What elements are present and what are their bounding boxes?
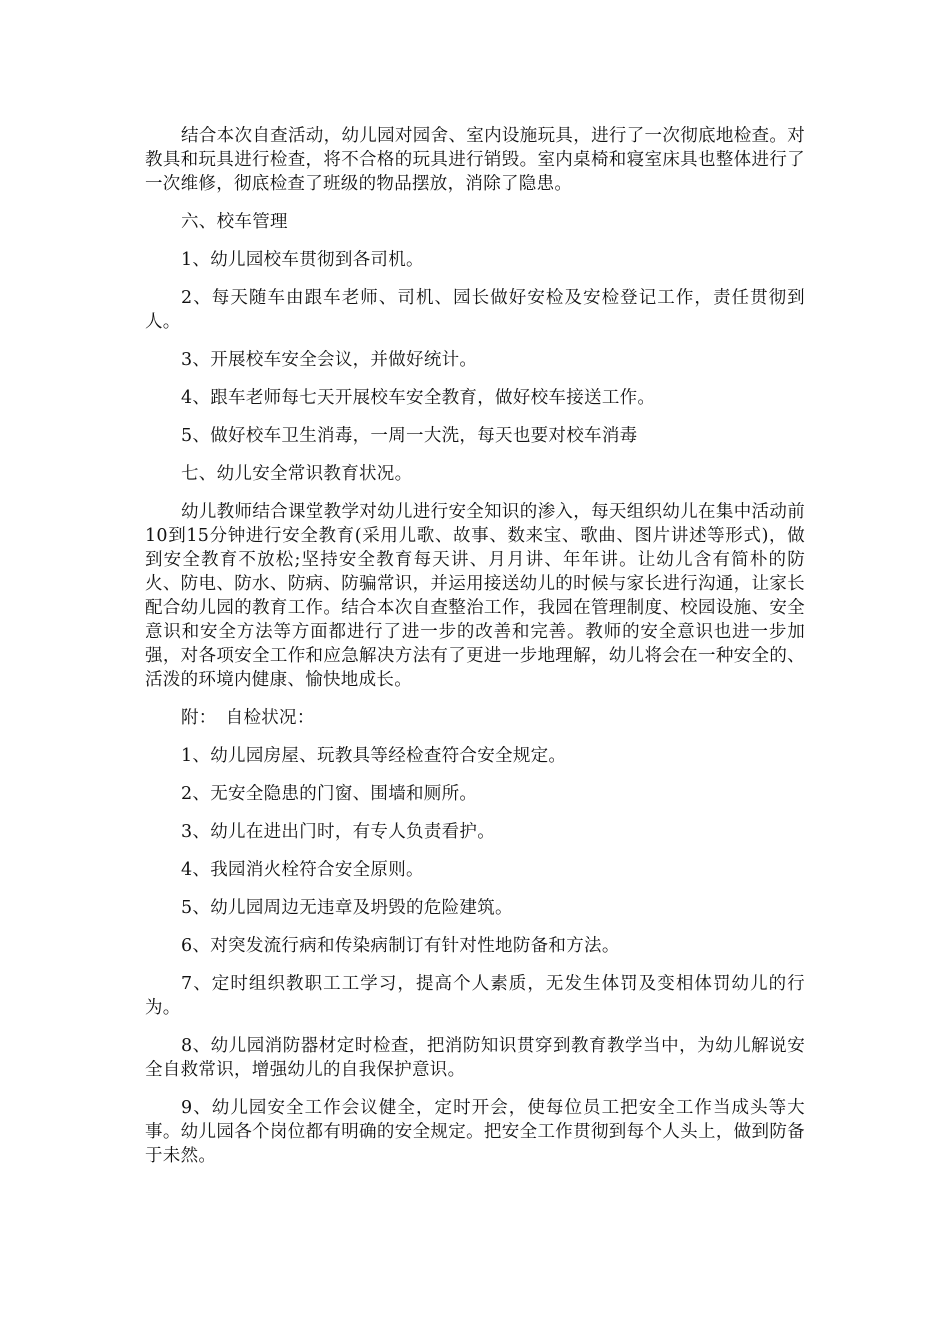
list-item: 5、做好校车卫生消毒，一周一大洗，每天也要对校车消毒	[181, 426, 638, 446]
list-item: 4、我园消火栓符合安全原则。	[181, 860, 424, 880]
section-heading-school-bus: 六、校车管理	[181, 212, 288, 232]
paragraph-safety-education: 幼儿教师结合课堂教学对幼儿进行安全知识的渗入，每天组织幼儿在集中活动前10到15分钟进行安全教育(采用儿歌、故事、数来宝、歌曲、图片讲述等形式)，做到安全教育不放松;坚持安全教育每天讲、月月讲、年年讲。让幼儿含有简朴的防火、防电、防水、防病、防骗常识，并运用接送幼儿的时候与家长进行沟通，让家长配合幼儿园的教育工作。结合本次自查整治工作，我园在管理制度、校园设施、安全意识和安全方法等方面都进行了进一步的改善和完善。教师的安全意识也进一步加强，对各项安全工作和应急解决方法有了更进一步地理解，幼儿将会在一种安全的、活泼的环境内健康、愉快地成长。	[145, 502, 805, 690]
list-item: 1、幼儿园房屋、玩教具等经检查符合安全规定。	[181, 746, 567, 766]
list-item: 1、幼儿园校车贯彻到各司机。	[181, 250, 424, 270]
list-item: 7、定时组织教职工工学习，提高个人素质，无发生体罚及变相体罚幼儿的行为。	[145, 974, 805, 1018]
list-item: 8、幼儿园消防器材定时检查，把消防知识贯穿到教育教学当中，为幼儿解说安全自救常识，增强幼儿的自我保护意识。	[145, 1036, 805, 1080]
list-item: 3、开展校车安全会议，并做好统计。	[181, 350, 478, 370]
paragraph-facility-check: 结合本次自查活动，幼儿园对园舍、室内设施玩具，进行了一次彻底地检查。对教具和玩具进行检查，将不合格的玩具进行销毁。室内桌椅和寝室床具也整体进行了一次维修，彻底检查了班级的物品摆放，消除了隐患。	[145, 126, 805, 194]
list-item: 5、幼儿园周边无违章及坍毁的危险建筑。	[181, 898, 513, 918]
list-item: 4、跟车老师每七天开展校车安全教育，做好校车接送工作。	[181, 388, 656, 408]
list-item: 2、每天随车由跟车老师、司机、园长做好安检及安检登记工作，责任贯彻到人。	[145, 288, 805, 332]
section-heading-safety-education: 七、幼儿安全常识教育状况。	[181, 464, 413, 484]
appendix-heading: 附： 自检状况：	[181, 708, 315, 728]
document-body	[145, 124, 805, 1182]
list-item: 3、幼儿在进出门时，有专人负责看护。	[181, 822, 496, 842]
list-item: 6、对突发流行病和传染病制订有针对性地防备和方法。	[181, 936, 620, 956]
list-item: 9、幼儿园安全工作会议健全，定时开会，使每位员工把安全工作当成头等大事。幼儿园各个岗位都有明确的安全规定。把安全工作贯彻到每个人头上，做到防备于未然。	[145, 1098, 805, 1166]
list-item: 2、无安全隐患的门窗、围墙和厕所。	[181, 784, 478, 804]
